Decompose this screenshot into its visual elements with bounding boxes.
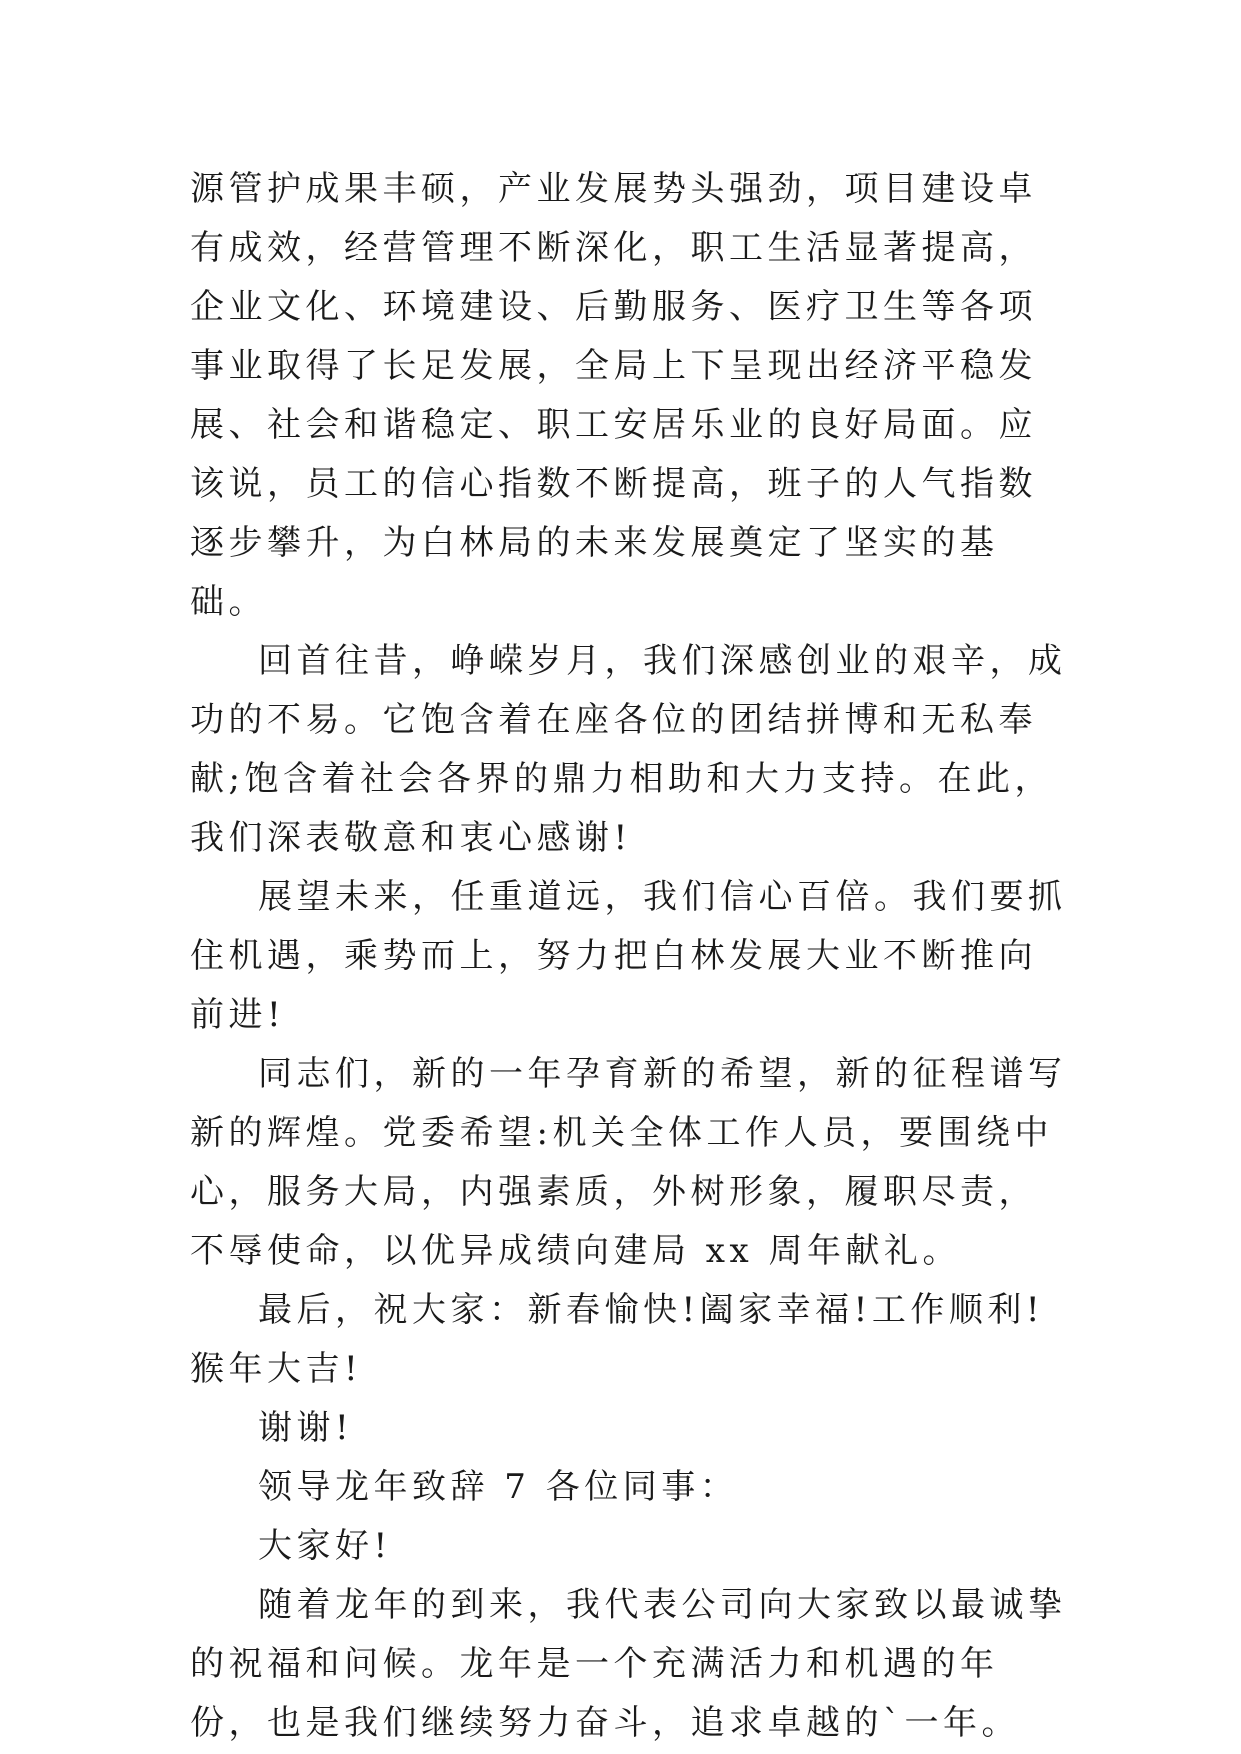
paragraph-2: 回首往昔，峥嵘岁月，我们深感创业的艰辛，成功的不易。它饱含着在座各位的团结拼博和无私奉献;饱含着社会各界的鼎力相助和大力支持。在此，我们深表敬意和衷心感谢! <box>190 641 1067 858</box>
paragraph-8: 大家好! <box>258 1526 392 1566</box>
paragraph-3: 展望未来，任重道远，我们信心百倍。我们要抓住机遇，乘势而上，努力把白林发展大业不断推向前进! <box>190 877 1067 1035</box>
paragraph-5: 最后，祝大家：新春愉快!阖家幸福!工作顺利!猴年大吉! <box>190 1290 1044 1389</box>
paragraph-6: 谢谢! <box>258 1408 354 1448</box>
paragraph-7: 领导龙年致辞 7 各位同事： <box>258 1467 739 1507</box>
paragraph-9: 随着龙年的到来，我代表公司向大家致以最诚挚的祝福和问候。龙年是一个充满活力和机遇的年份，也是我们继续努力奋斗，追求卓越的`一年。 <box>190 1585 1067 1743</box>
paragraph-4: 同志们，新的一年孕育新的希望，新的征程谱写新的辉煌。党委希望:机关全体工作人员，要围绕中心，服务大局，内强素质，外树形象，履职尽责，不辱使命，以优异成绩向建局 xx 周年献礼。 <box>190 1054 1067 1271</box>
document-body <box>190 160 1070 1753</box>
paragraph-1: 源管护成果丰硕，产业发展势头强劲，项目建设卓有成效，经营管理不断深化，职工生活显著提高，企业文化、环境建设、后勤服务、医疗卫生等各项事业取得了长足发展，全局上下呈现出经济平稳发展、社会和谐稳定、职工安居乐业的良好局面。应该说，员工的信心指数不断提高，班子的人气指数逐步攀升，为白林局的未来发展奠定了坚实的基础。 <box>190 169 1037 622</box>
